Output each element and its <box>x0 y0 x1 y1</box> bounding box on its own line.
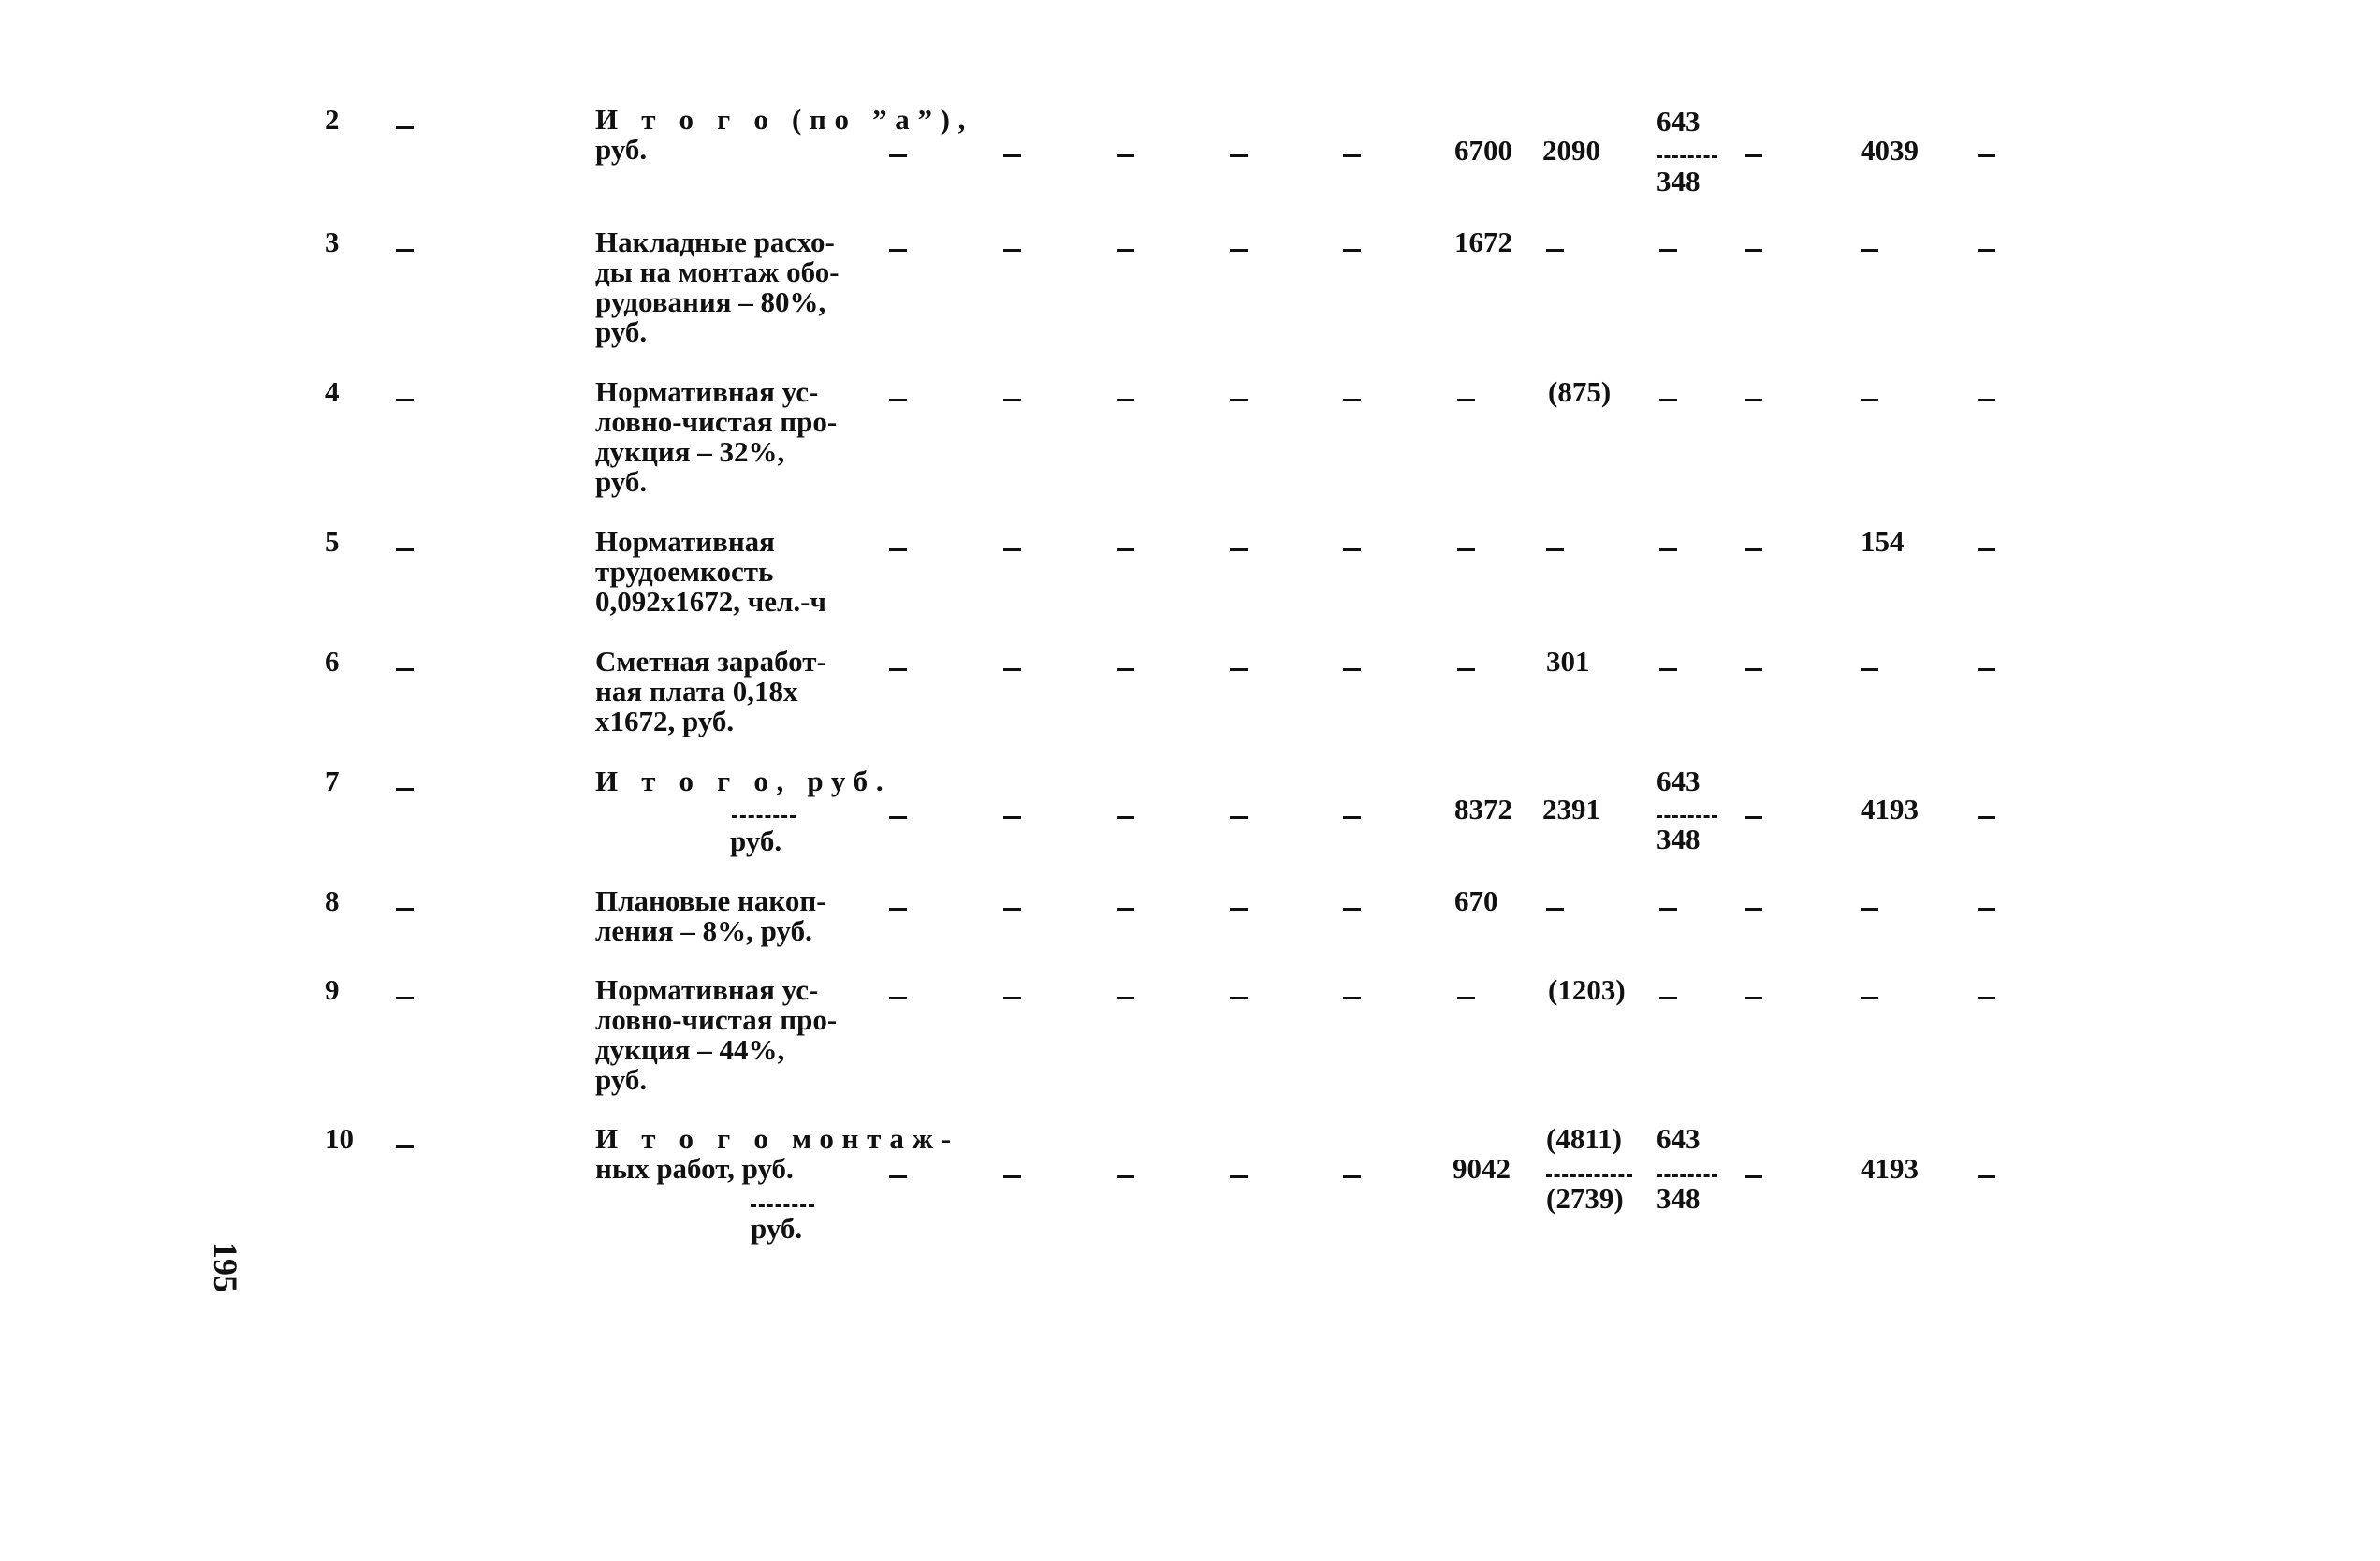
value-cell: 4193 <box>1861 793 1919 825</box>
value-cell: 6700 <box>1454 134 1512 167</box>
fraction-denominator: 348 <box>1657 823 1701 855</box>
row-number: 9 <box>325 973 340 1006</box>
dash <box>1343 548 1361 551</box>
dash <box>1659 548 1677 551</box>
dash <box>1745 668 1762 671</box>
dash <box>1659 668 1677 671</box>
value-cell: 4193 <box>1861 1152 1919 1185</box>
description-line: И т о г о, руб. <box>595 765 892 797</box>
dash <box>889 816 907 819</box>
fraction-line <box>1657 815 1717 818</box>
row-number: 7 <box>325 765 340 797</box>
fraction-numerator: 643 <box>1657 1122 1701 1155</box>
row-number: 8 <box>325 884 340 917</box>
dash <box>1978 154 1995 157</box>
dash <box>1230 908 1248 911</box>
row-number: 2 <box>325 103 340 136</box>
dash <box>1003 816 1021 819</box>
dash <box>1978 908 1995 911</box>
description-line: руб. <box>595 133 648 166</box>
fraction-numerator: 643 <box>1657 105 1701 138</box>
description-line: ная плата 0,18х <box>595 675 798 708</box>
dash <box>1745 1175 1762 1178</box>
row-number: 6 <box>325 645 340 678</box>
description-line: руб. <box>595 315 648 348</box>
dash <box>1978 997 1995 999</box>
dash <box>1978 249 1995 252</box>
dash <box>396 668 414 671</box>
description-line: дукция – 32%, <box>595 435 785 468</box>
dash <box>1003 1175 1021 1178</box>
dash <box>1343 668 1361 671</box>
dash <box>889 668 907 671</box>
dash <box>889 908 907 911</box>
dash <box>1343 816 1361 819</box>
value-cell: 4039 <box>1861 134 1919 167</box>
value-cell: 301 <box>1546 645 1590 678</box>
dash <box>889 249 907 252</box>
row-description <box>595 975 876 1095</box>
dash <box>1659 399 1677 401</box>
row-description <box>595 647 876 737</box>
dash <box>1745 997 1762 999</box>
description-line: И т о г о монтаж- <box>595 1122 959 1155</box>
description-line: 0,092х1672, чел.-ч <box>595 585 826 618</box>
dash <box>1003 548 1021 551</box>
value-cell: 2391 <box>1542 793 1600 825</box>
description-line: х1672, руб. <box>595 705 735 737</box>
dash <box>889 1175 907 1178</box>
dash <box>889 997 907 999</box>
dash <box>1659 997 1677 999</box>
description-line: ных работ, руб. <box>595 1152 794 1185</box>
description-line: Сметная заработ- <box>595 645 826 678</box>
fraction-line <box>732 815 796 818</box>
dash <box>1230 249 1248 252</box>
fraction-line <box>751 1204 814 1207</box>
description-line: руб. <box>595 465 648 498</box>
row-description <box>595 377 876 497</box>
description-line: ловно-чистая про- <box>595 1003 838 1036</box>
dash <box>889 399 907 401</box>
dash <box>1457 548 1475 551</box>
dash <box>1861 908 1878 911</box>
fraction-numerator: (4811) <box>1546 1122 1622 1155</box>
dash <box>1978 668 1995 671</box>
dash <box>1457 997 1475 999</box>
row-number: 4 <box>325 375 340 408</box>
fraction-line <box>1657 1174 1717 1177</box>
row-description <box>595 527 876 617</box>
dash <box>1745 816 1762 819</box>
dash <box>396 997 414 999</box>
description-line: ловно-чистая про- <box>595 405 838 438</box>
fraction-numerator: 643 <box>1657 765 1701 797</box>
dash <box>396 126 414 129</box>
dash <box>1117 548 1134 551</box>
dash <box>1457 668 1475 671</box>
dash <box>1745 154 1762 157</box>
dash <box>1861 997 1878 999</box>
dash <box>1117 154 1134 157</box>
row-description <box>595 765 892 797</box>
dash <box>889 154 907 157</box>
dash <box>1003 399 1021 401</box>
row-description <box>595 103 974 166</box>
dash <box>1745 249 1762 252</box>
dash <box>1117 997 1134 999</box>
dash <box>1117 1175 1134 1178</box>
description-denominator: руб. <box>730 824 782 857</box>
value-cell: 154 <box>1861 525 1905 558</box>
dash <box>396 788 414 791</box>
dash <box>1117 816 1134 819</box>
dash <box>1003 154 1021 157</box>
dash <box>396 1145 414 1148</box>
description-line: Плановые накоп- <box>595 884 826 917</box>
dash <box>1230 399 1248 401</box>
dash <box>396 548 414 551</box>
dash <box>396 908 414 911</box>
dash <box>1003 668 1021 671</box>
dash <box>1861 399 1878 401</box>
fraction-denominator: (2739) <box>1546 1182 1624 1215</box>
description-line: руб. <box>595 1063 648 1096</box>
dash <box>1343 908 1361 911</box>
dash <box>1745 399 1762 401</box>
row-description <box>595 1122 959 1185</box>
row-description <box>595 227 876 347</box>
fraction-denominator: 348 <box>1657 1182 1701 1215</box>
dash <box>1978 399 1995 401</box>
dash <box>396 249 414 252</box>
description-line: Нормативная ус- <box>595 375 819 408</box>
description-denominator: руб. <box>751 1212 803 1245</box>
dash <box>1230 154 1248 157</box>
dash <box>1230 816 1248 819</box>
dash <box>1230 548 1248 551</box>
dash <box>1546 908 1564 911</box>
description-line: И т о г о (по ”а”), <box>595 103 974 136</box>
fraction-line <box>1546 1174 1632 1177</box>
dash <box>1003 997 1021 999</box>
value-cell: 2090 <box>1542 134 1600 167</box>
dash <box>889 548 907 551</box>
dash <box>1343 399 1361 401</box>
dash <box>1659 249 1677 252</box>
dash <box>1978 816 1995 819</box>
dash <box>1745 908 1762 911</box>
fraction-line <box>1657 155 1717 158</box>
page-number: 195 <box>207 1242 244 1292</box>
value-cell: 9042 <box>1453 1152 1511 1185</box>
description-line: Накладные расхо- <box>595 226 835 258</box>
dash <box>1978 1175 1995 1178</box>
dash <box>1117 399 1134 401</box>
description-line: трудоемкость <box>595 555 774 588</box>
description-line: дукция – 44%, <box>595 1033 785 1066</box>
dash <box>1230 1175 1248 1178</box>
description-line: Нормативная <box>595 525 775 558</box>
dash <box>1343 997 1361 999</box>
dash <box>1745 548 1762 551</box>
value-cell: 670 <box>1454 884 1498 917</box>
dash <box>396 399 414 401</box>
row-number: 5 <box>325 525 340 558</box>
dash <box>1861 668 1878 671</box>
value-cell: (875) <box>1548 375 1612 408</box>
dash <box>1457 399 1475 401</box>
dash <box>1343 249 1361 252</box>
description-line: ления – 8%, руб. <box>595 914 812 947</box>
dash <box>1117 668 1134 671</box>
description-line: рудования – 80%, <box>595 285 826 318</box>
row-number: 3 <box>325 226 340 258</box>
dash <box>1003 249 1021 252</box>
dash <box>1861 249 1878 252</box>
dash <box>1117 908 1134 911</box>
dash <box>1978 548 1995 551</box>
dash <box>1546 249 1564 252</box>
row-description <box>595 886 876 946</box>
dash <box>1343 1175 1361 1178</box>
dash <box>1230 997 1248 999</box>
value-cell: 8372 <box>1454 793 1512 825</box>
row-number: 10 <box>325 1122 354 1155</box>
value-cell: 1672 <box>1454 226 1512 258</box>
dash <box>1659 908 1677 911</box>
dash <box>1117 249 1134 252</box>
value-cell: (1203) <box>1548 973 1626 1006</box>
dash <box>1343 154 1361 157</box>
dash <box>1230 668 1248 671</box>
fraction-denominator: 348 <box>1657 165 1701 197</box>
dash <box>1003 908 1021 911</box>
dash <box>1546 548 1564 551</box>
description-line: ды на монтаж обо- <box>595 255 840 288</box>
description-line: Нормативная ус- <box>595 973 819 1006</box>
